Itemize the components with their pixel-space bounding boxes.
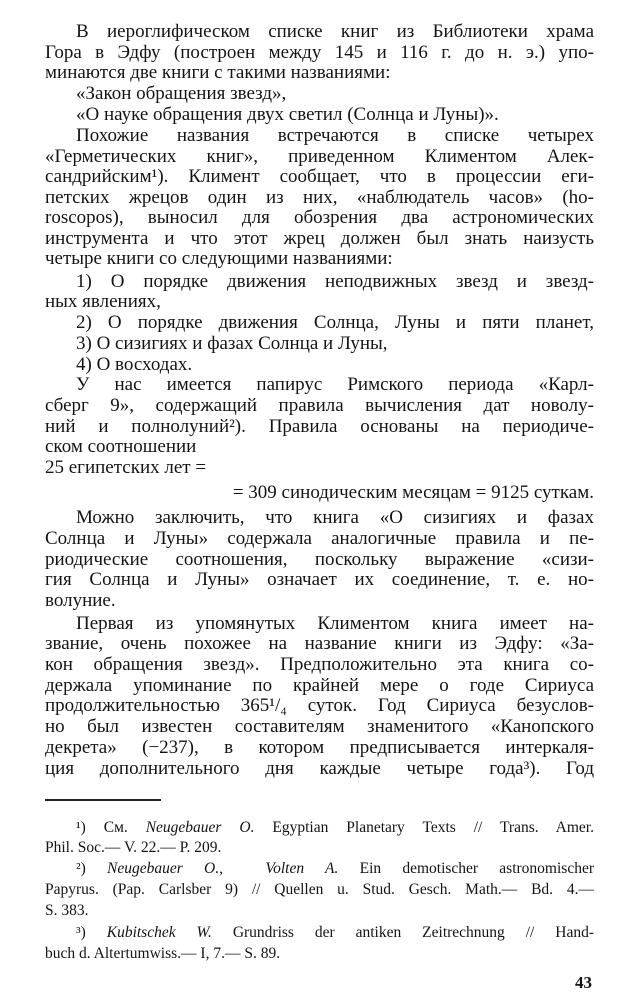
text-line: Можно заключить, что книга «О сизигиях и фазах xyxy=(76,507,594,528)
page-number: 43 xyxy=(575,973,592,992)
footnote-2-cont: Papyrus. (Pap. Carlsber 9) // Quellen u. Stud. Gesch. Math.— Bd. 4.— xyxy=(45,881,594,898)
equation-line: = 309 синодическим месяцам = 9125 суткам. xyxy=(232,482,594,503)
text-line: декрета» (−237), в котором предписывается интеркаля- xyxy=(45,737,594,758)
footnote-author: Neugebauer O. xyxy=(145,819,255,836)
text-line: но был известен составителям знаменитого «Канопского xyxy=(45,716,594,737)
equation-line: 25 египетских лет = xyxy=(45,457,207,478)
text-line: У нас имеется папирус Римского периода «Карл- xyxy=(76,374,594,395)
text-line: петских жрецов один из них, «наблюдатель часов» (ho- xyxy=(45,187,594,208)
footnote-3-cont: buch d. Altertumwiss.— I, 7.— S. 89. xyxy=(45,945,281,962)
text-line: четыре книги со следующими названиями: xyxy=(45,248,393,269)
footnote-divider xyxy=(45,799,161,801)
footnote-marker: ³) xyxy=(76,924,107,941)
footnote-3 xyxy=(76,923,594,942)
footnote-1 xyxy=(76,818,594,837)
footnote-text: Ein demotischer astronomischer xyxy=(338,860,594,877)
text-line: гия Солнца и Луны» означает их соединение, т. е. но- xyxy=(45,569,594,590)
list-item: 2) О порядке движения Солнца, Луны и пяти планет, xyxy=(76,312,594,333)
text-line: Солнца и Луны» содержала аналогичные правила и пе- xyxy=(45,528,594,549)
text-line: звание, очень похожее на название книги из Эдфу: «За- xyxy=(45,633,594,654)
text-line: roscopos), выносил для обозрения два астрономических xyxy=(45,207,594,228)
text-line: инструмента и что этот жрец должен был знать наизусть xyxy=(45,228,594,249)
footnote-text: Egyptian Planetary Texts // Trans. Amer. xyxy=(254,819,594,836)
text-line: риодические соотношения, поскольку выражение «сизи- xyxy=(45,549,594,570)
text-line: продолжительностью 365¹/₄ суток. Год Сириуса безуслов- xyxy=(45,695,594,716)
footnote-text: Grundriss der antiken Zeitrechnung // Hand- xyxy=(211,924,594,941)
footnote-2-cont: S. 383. xyxy=(45,902,89,919)
text-line: ных явлениях, xyxy=(45,291,161,312)
text-line: сандрийским¹). Климент сообщает, что в процессии еги- xyxy=(45,166,594,187)
footnote-marker: ¹) См. xyxy=(76,819,146,836)
text-line: сберг 9», содержащий правила вычисления дат новолу- xyxy=(45,395,594,416)
text-line: «Закон обращения звезд», xyxy=(76,83,287,104)
text-line: держала упоминание по крайней мере о годе Сириуса xyxy=(45,675,594,696)
list-item: 4) О восходах. xyxy=(76,354,193,375)
text-line: ний и полнолуний²). Правила основаны на периодиче- xyxy=(45,416,594,437)
footnote-author: Neugebauer O., Volten A. xyxy=(107,860,339,877)
text-line: волуние. xyxy=(45,590,116,611)
footnote-marker: ²) xyxy=(76,860,108,877)
text-line: ском соотношении xyxy=(45,436,197,457)
text-line: Первая из упомянутых Климентом книга имеет на- xyxy=(76,613,594,634)
text-line: кон обращения звезд». Предположительно эта книга со- xyxy=(45,654,594,675)
list-item: 3) О сизигиях и фазах Солнца и Луны, xyxy=(76,333,388,354)
text-line: В иероглифическом списке книг из Библиотеки храма xyxy=(76,21,594,42)
text-line: ция дополнительного дня каждые четыре года³). Год xyxy=(45,758,594,779)
text-line: Гора в Эдфу (построен между 145 и 116 г. до н. э.) упо- xyxy=(45,42,594,63)
text-line: минаются две книги с такими названиями: xyxy=(45,62,391,83)
text-line: «Герметических книг», приведенном Климентом Алек- xyxy=(45,146,594,167)
footnote-1-cont: Phil. Soc.— V. 22.— P. 209. xyxy=(45,839,222,856)
footnote-author: Kubitschek W. xyxy=(106,924,212,941)
text-line: «О науке обращения двух светил (Солнца и Луны)». xyxy=(76,104,499,125)
text-line: Похожие названия встречаются в списке четырех xyxy=(76,125,594,146)
footnote-2 xyxy=(76,859,594,878)
list-item: 1) О порядке движения неподвижных звезд и звезд- xyxy=(76,271,594,292)
